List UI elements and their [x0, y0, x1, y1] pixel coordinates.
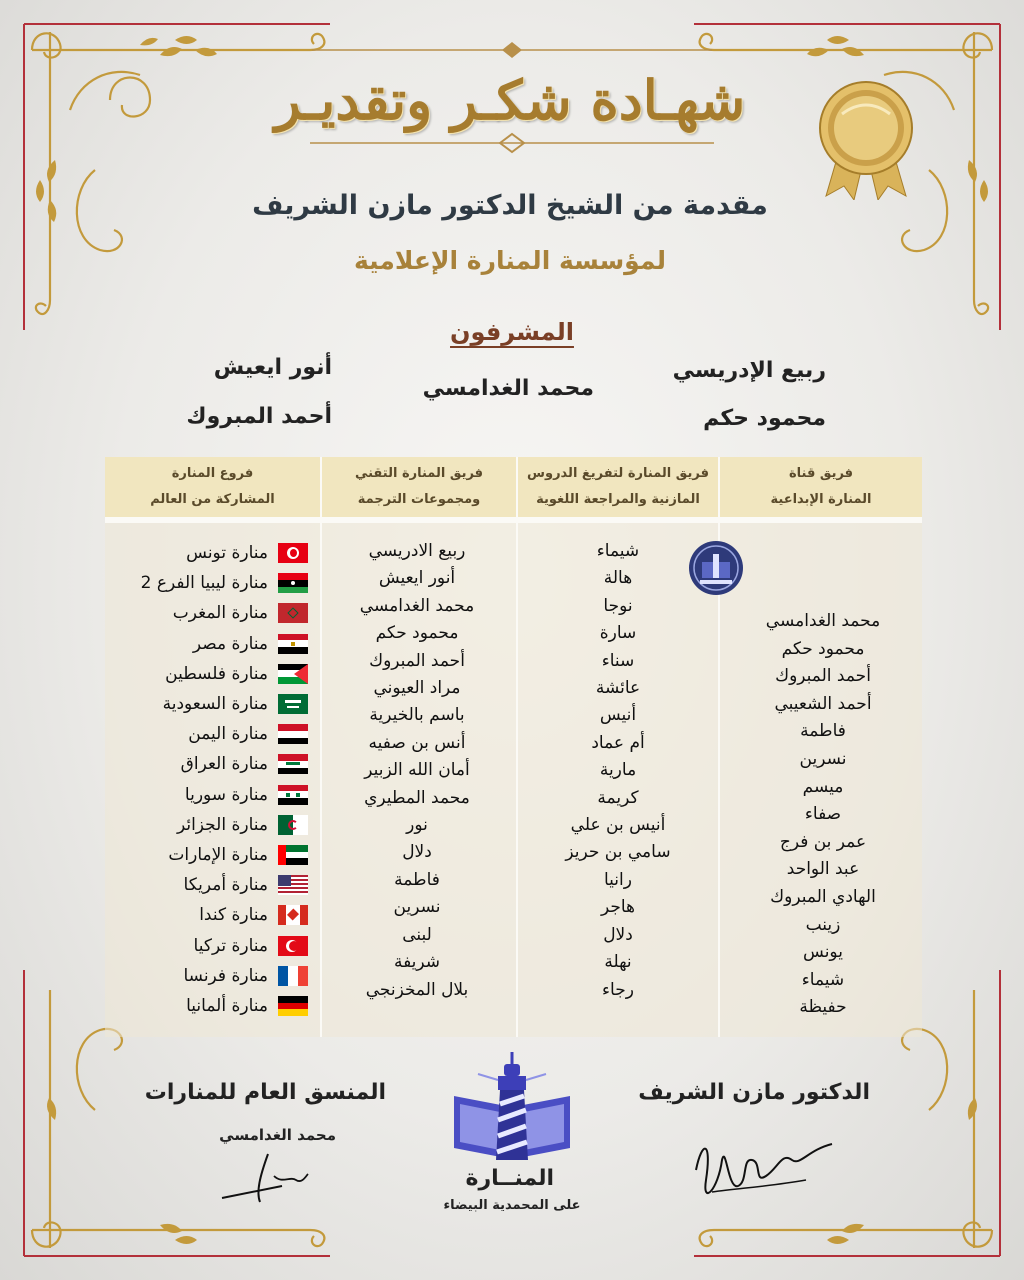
egypt-flag-icon [278, 634, 308, 654]
list-item: سناء [601, 650, 635, 671]
certificate-recipient: لمؤسسة المنارة الإعلامية [354, 246, 666, 275]
list-item: محمود حكم [781, 638, 865, 659]
supervisor-name: ربيع الإدريسي [672, 358, 826, 383]
right-signature-icon [682, 1130, 842, 1210]
column-header-line: فريق قناة [788, 466, 854, 481]
branches-list [108, 538, 308, 1021]
branch-item [108, 810, 308, 840]
column-header-line: فريق المنارة لتفريغ الدروس [527, 466, 709, 481]
logo-subtitle: على المحمدية البيضاء [443, 1198, 581, 1213]
branch-name: منارة تركيا [193, 935, 268, 956]
tunisia-flag-icon [278, 543, 308, 563]
branch-item [108, 961, 308, 991]
branch-item [108, 598, 308, 628]
logo-name: المنــارة [465, 1166, 554, 1191]
branch-name: منارة المغرب [172, 603, 268, 624]
column-header-line: المشاركة من العالم [150, 492, 275, 507]
list-item: محمد الغدامسي [765, 611, 881, 631]
palestine-flag-icon [278, 664, 308, 684]
left-signature-icon [212, 1146, 312, 1208]
transcription-team-list [518, 538, 718, 1004]
list-item: سامي بن حريز [565, 842, 671, 863]
branch-name: منارة أمريكا [183, 875, 268, 896]
branch-item [108, 689, 308, 719]
list-item: أحمد المبروك [369, 650, 465, 671]
list-item: سارة [599, 623, 637, 644]
list-item: ميسم [802, 776, 844, 797]
left-signatory-name: محمد الغدامسي [219, 1126, 336, 1144]
column-header-line: فريق المنارة التقني [354, 466, 484, 481]
header-divider [105, 517, 922, 523]
column-header-line: المازنية والمراجعة اللغوية [536, 492, 700, 507]
list-item: فاطمة [394, 869, 440, 890]
list-item: نسرين [799, 748, 847, 769]
list-item: كريمة [597, 787, 639, 808]
gold-medal-icon [812, 78, 920, 200]
branch-name: منارة ألمانيا [186, 995, 268, 1016]
morocco-flag-icon [278, 603, 308, 623]
branch-name: منارة اليمن [188, 724, 268, 745]
certificate-title: شهـادة شكـر وتقديـر [274, 68, 746, 132]
branch-name: منارة سوريا [184, 784, 268, 805]
certificate-subtitle: مقدمة من الشيخ الدكتور مازن الشريف [252, 190, 768, 221]
list-item: أنس بن صفيه [368, 732, 466, 753]
libya-flag-icon [278, 573, 308, 593]
branch-item [108, 930, 308, 960]
france-flag-icon [278, 966, 308, 986]
menara-logo-icon [448, 1050, 576, 1180]
list-item: أحمد المبروك [775, 666, 871, 687]
list-item: ربيع الادريسي [368, 541, 466, 561]
syria-flag-icon [278, 785, 308, 805]
top-center-ornament [312, 40, 712, 60]
column-header-branches [105, 457, 320, 517]
branch-name: منارة فرنسا [183, 965, 268, 986]
list-item: زينب [805, 914, 841, 935]
list-item: نور [406, 815, 428, 836]
branch-name: منارة الإمارات [168, 844, 268, 865]
list-item: رانيا [604, 869, 632, 890]
top-left-ornament [10, 10, 340, 340]
branch-item [108, 719, 308, 749]
canada-flag-icon [278, 905, 308, 925]
branch-item [108, 870, 308, 900]
list-item: عمر بن فرج [779, 831, 867, 852]
branch-item [108, 538, 308, 568]
branch-item [108, 840, 308, 870]
branch-item [108, 749, 308, 779]
list-item: نسرين [393, 897, 441, 918]
list-item: الهادي المبروك [770, 886, 876, 907]
left-signatory-title: المنسق العام للمنارات [144, 1080, 386, 1105]
list-item: محمود حكم [375, 623, 459, 644]
column-header-tech [322, 457, 516, 517]
branch-name: منارة العراق [180, 754, 268, 775]
iraq-flag-icon [278, 754, 308, 774]
list-item: شيماء [596, 541, 640, 561]
list-item: هاجر [600, 897, 636, 918]
supervisor-name: أنور ايعيش [213, 355, 332, 380]
list-item: نوجا [603, 595, 633, 616]
list-item: هالة [603, 568, 633, 589]
list-item: شيماء [801, 969, 845, 990]
branch-name: منارة الجزائر [176, 814, 268, 835]
list-item: دلال [402, 842, 432, 863]
branch-name: منارة السعودية [162, 694, 268, 715]
supervisor-name: أحمد المبروك [186, 404, 332, 429]
column-header-line: فروع المنارة [171, 466, 254, 481]
list-item: أمان الله الزبير [364, 760, 470, 781]
list-item: محمد المطيري [364, 787, 470, 808]
branch-item [108, 568, 308, 598]
branch-name: منارة تونس [186, 543, 268, 564]
branch-item [108, 780, 308, 810]
list-item: حفيظة [799, 997, 847, 1018]
list-item: أنور ايعيش [378, 568, 456, 589]
usa-flag-icon [278, 875, 308, 895]
title-underline-ornament [310, 128, 714, 158]
turkey-flag-icon [278, 936, 308, 956]
right-signatory-title: الدكتور مازن الشريف [638, 1080, 870, 1105]
supervisor-name: محمود حكم [703, 406, 826, 431]
list-item: دلال [603, 924, 633, 945]
list-item: صفاء [804, 804, 842, 825]
yemen-flag-icon [278, 724, 308, 744]
germany-flag-icon [278, 996, 308, 1016]
tech-team-list [320, 538, 514, 1004]
list-item: مارية [599, 760, 637, 781]
list-item: محمد الغدامسي [359, 595, 475, 616]
branch-item [108, 659, 308, 689]
list-item: بلال المخزنجي [365, 979, 469, 1000]
supervisor-name: محمد الغدامسي [422, 376, 594, 401]
uae-flag-icon [278, 845, 308, 865]
branch-name: منارة كندا [199, 905, 268, 926]
column-header-creative [720, 457, 922, 517]
branch-item [108, 629, 308, 659]
supervisors-heading: المشرفون [450, 318, 574, 346]
algeria-flag-icon [278, 815, 308, 835]
branch-item [108, 991, 308, 1021]
list-item: رجاء [602, 979, 634, 1000]
list-item: عبد الواحد [786, 859, 860, 880]
list-item: فاطمة [800, 721, 846, 742]
branch-name: منارة ليبيا الفرع 2 [140, 573, 268, 594]
list-item: مراد العيوني [373, 678, 461, 699]
list-item: شريفة [393, 952, 441, 973]
list-item: أنيس بن علي [570, 815, 666, 836]
list-item: باسم بالخيرية [369, 705, 465, 726]
list-item: يونس [803, 942, 843, 963]
branch-name: منارة مصر [192, 633, 268, 654]
list-item: أم عماد [591, 732, 645, 753]
column-header-transcription [518, 457, 718, 517]
column-header-line: ومجموعات الترجمة [357, 492, 481, 507]
list-item: أنيس [599, 705, 637, 726]
creative-team-list [722, 608, 924, 1022]
column-header-line: المنارة الإبداعية [770, 492, 872, 507]
branch-item [108, 900, 308, 930]
list-item: لبنى [402, 924, 432, 945]
list-item: أحمد الشعيبي [774, 693, 872, 714]
saudi-flag-icon [278, 694, 308, 714]
list-item: عائشة [595, 678, 641, 699]
branch-name: منارة فلسطين [165, 663, 268, 684]
list-item: نهلة [604, 952, 632, 973]
